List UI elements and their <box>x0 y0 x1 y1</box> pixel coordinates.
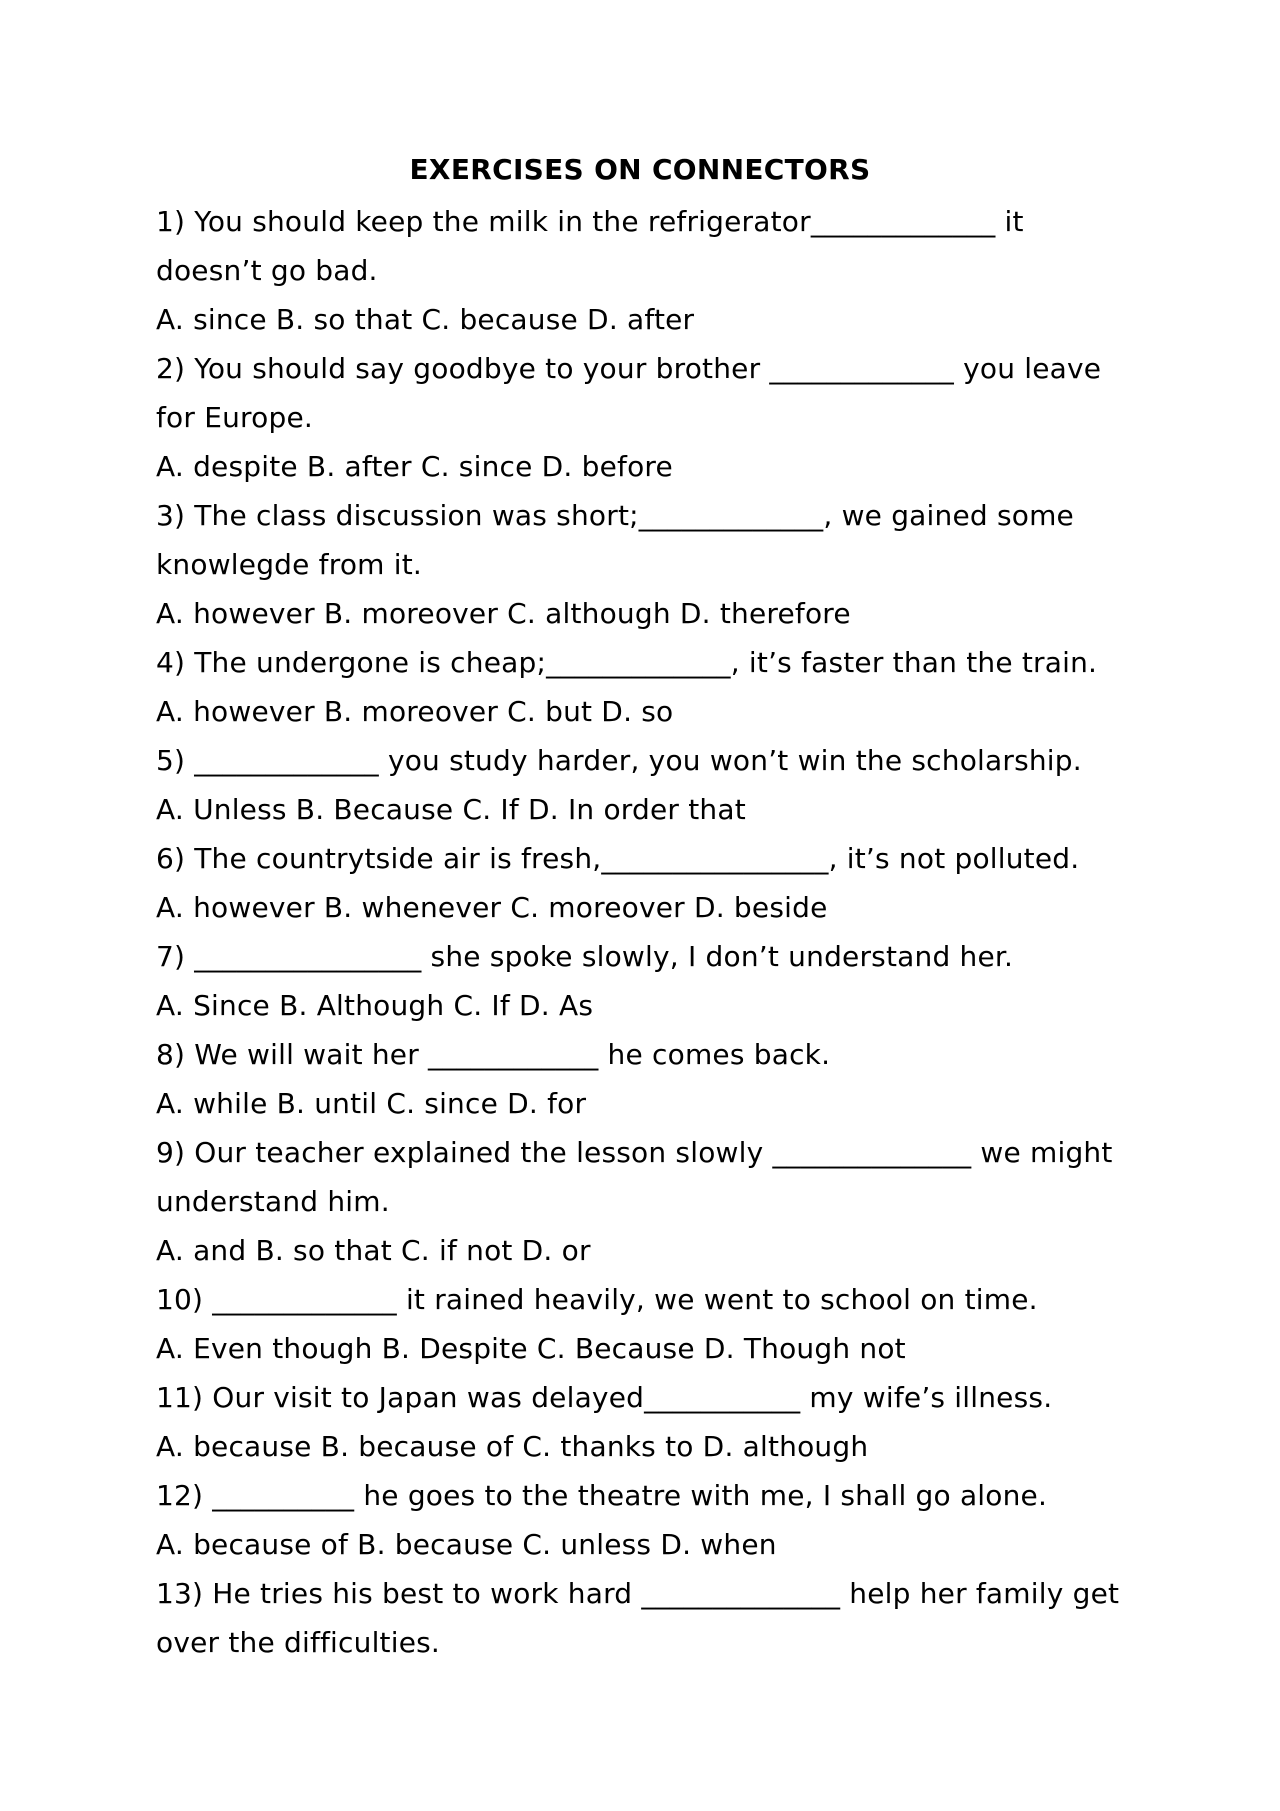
exercise-2-options: A. despite B. after C. since D. before <box>156 450 673 483</box>
exercise-6-options: A. however B. whenever C. moreover D. beside <box>156 891 828 924</box>
exercise-5-question: 5) _____________ you study harder, you won’t win the scholarship. <box>156 744 1082 777</box>
exercise-list <box>156 197 1120 1667</box>
exercise-3-options: A. however B. moreover C. although D. therefore <box>156 597 851 630</box>
exercise-3-question-line-2: knowlegde from it. <box>156 548 422 581</box>
exercise-5-options: A. Unless B. Because C. If D. In order that <box>156 793 746 826</box>
exercise-10-question: 10) _____________ it rained heavily, we went to school on time. <box>156 1283 1038 1316</box>
exercise-7-question: 7) ________________ she spoke slowly, I don’t understand her. <box>156 940 1014 973</box>
page-title: EXERCISES ON CONNECTORS <box>409 153 871 186</box>
exercise-11-options: A. because B. because of C. thanks to D. although <box>156 1430 869 1463</box>
exercise-6-question: 6) The countrytside air is fresh,________________, it’s not polluted. <box>156 842 1080 875</box>
exercise-12-question: 12) __________ he goes to the theatre with me, I shall go alone. <box>156 1479 1048 1512</box>
exercise-9-options: A. and B. so that C. if not D. or <box>156 1234 591 1267</box>
exercise-12-options: A. because of B. because C. unless D. when <box>156 1528 777 1561</box>
exercise-8-options: A. while B. until C. since D. for <box>156 1087 587 1120</box>
exercise-2-question-line-2: for Europe. <box>156 401 313 434</box>
exercise-4-question: 4) The undergone is cheap;_____________, it’s faster than the train. <box>156 646 1098 679</box>
exercise-13-question-line-2: over the difficulties. <box>156 1626 441 1659</box>
exercise-9-question-line-1: 9) Our teacher explained the lesson slowly ______________ we might <box>156 1136 1113 1169</box>
exercise-4-options: A. however B. moreover C. but D. so <box>156 695 674 728</box>
exercise-13-question-line-1: 13) He tries his best to work hard ______________ help her family get <box>156 1577 1120 1610</box>
exercise-1-question-line-1: 1) You should keep the milk in the refrigerator_____________ it <box>156 205 1024 238</box>
exercise-1-options: A. since B. so that C. because D. after <box>156 303 695 336</box>
exercise-1-question-line-2: doesn’t go bad. <box>156 254 378 287</box>
exercise-2-question-line-1: 2) You should say goodbye to your brother _____________ you leave <box>156 352 1102 385</box>
exercise-7-options: A. Since B. Although C. If D. As <box>156 989 594 1022</box>
exercise-3-question-line-1: 3) The class discussion was short;_____________, we gained some <box>156 499 1074 532</box>
exercise-10-options: A. Even though B. Despite C. Because D. Though not <box>156 1332 906 1365</box>
exercise-9-question-line-2: understand him. <box>156 1185 390 1218</box>
exercise-11-question: 11) Our visit to Japan was delayed___________ my wife’s illness. <box>156 1381 1053 1414</box>
exercise-8-question: 8) We will wait her ____________ he comes back. <box>156 1038 831 1071</box>
